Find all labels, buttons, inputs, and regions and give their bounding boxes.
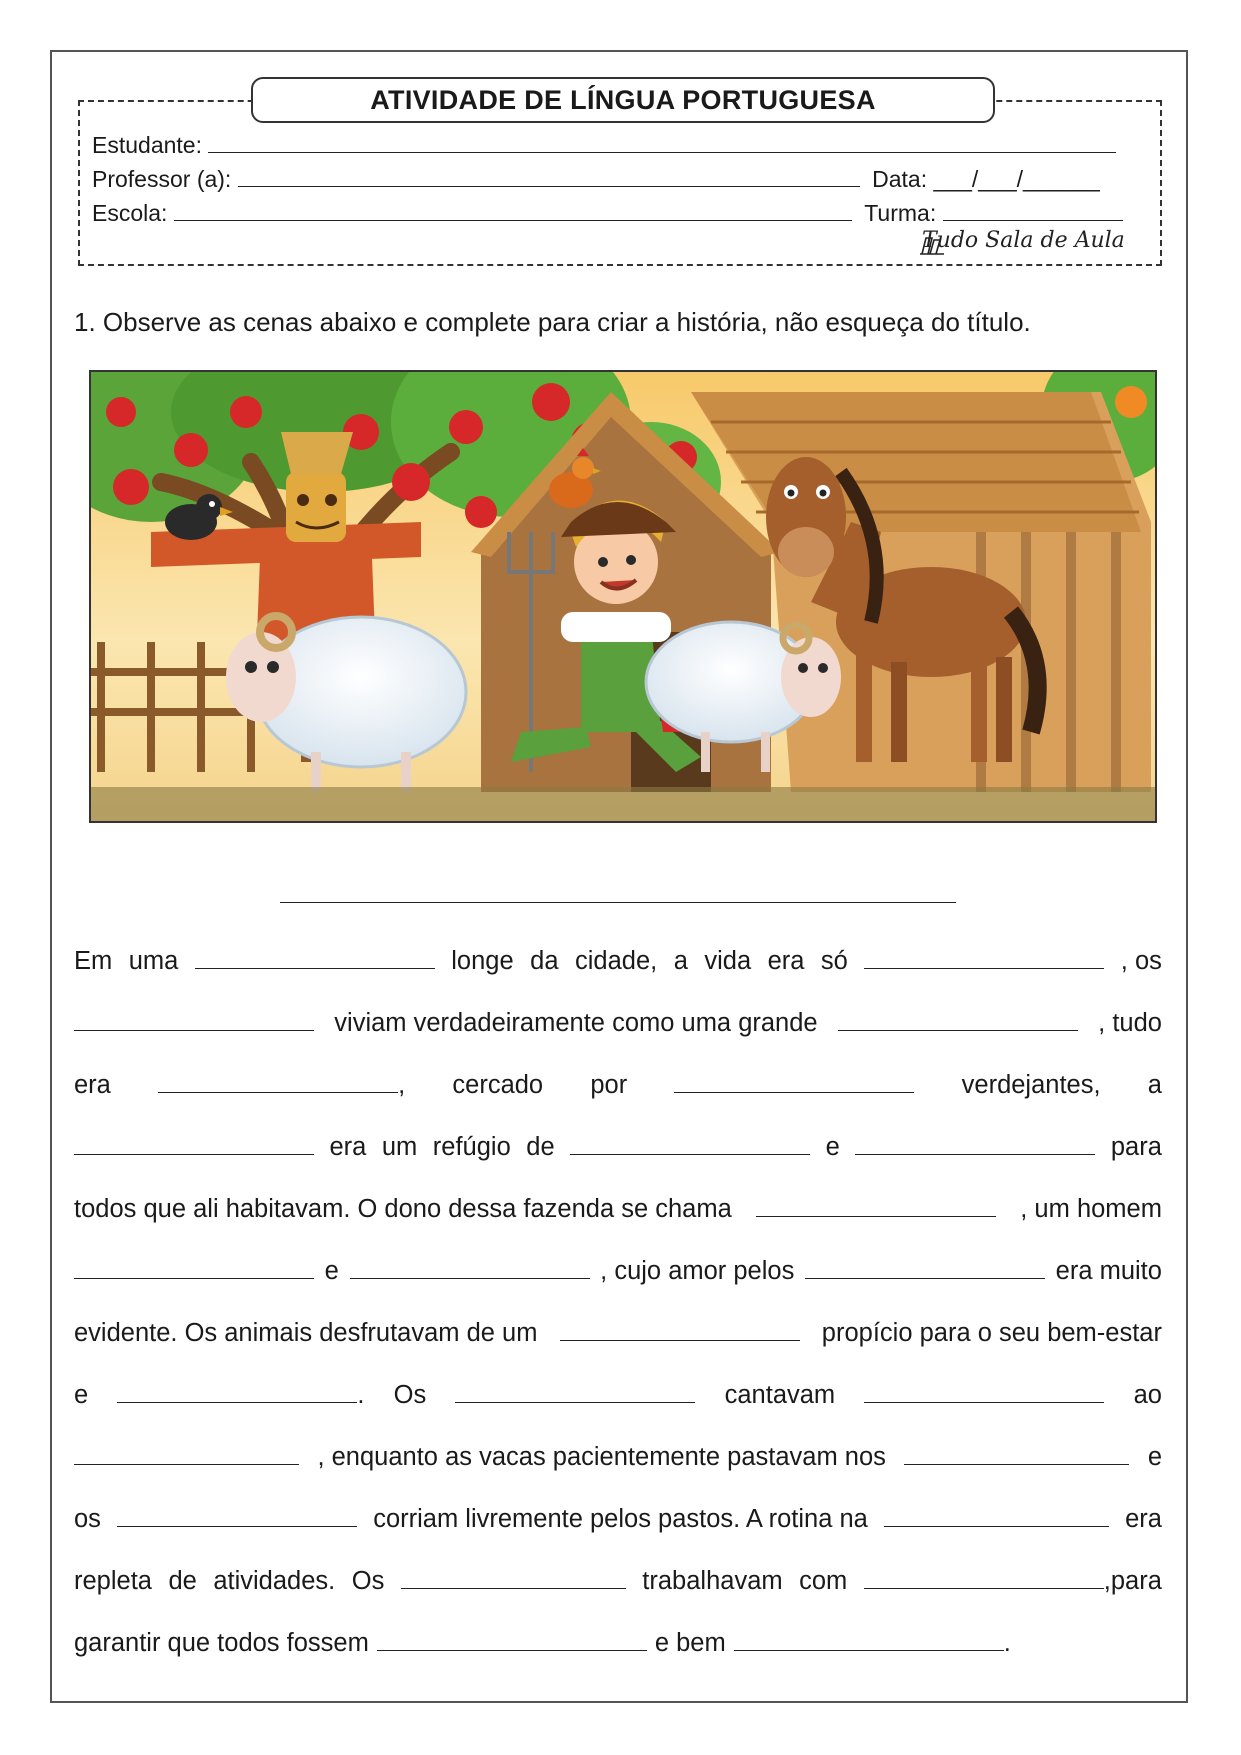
- story-line-4: era um refúgio de e para: [74, 1133, 1162, 1173]
- student-label: Estudante:: [92, 132, 202, 158]
- blank-input[interactable]: [117, 1506, 357, 1527]
- story-line-2: viviam verdadeiramente como uma grande , tudo: [74, 1009, 1162, 1049]
- blank-input[interactable]: [401, 1568, 626, 1589]
- story-line-9: , enquanto as vacas pacientemente pastavam nos e: [74, 1443, 1162, 1483]
- teacher-label: Professor (a):: [92, 166, 232, 192]
- class-label: Turma:: [864, 200, 937, 226]
- story-line-6: e , cujo amor pelos era muito: [74, 1257, 1162, 1297]
- student-input[interactable]: [208, 130, 1116, 153]
- story-line-3: era , cercado por verdejantes, a: [74, 1071, 1162, 1099]
- school-label: Escola:: [92, 200, 168, 226]
- blank-input[interactable]: [805, 1258, 1045, 1279]
- story-line-7: evidente. Os animais desfrutavam de um propício para o seu bem-estar: [74, 1319, 1162, 1347]
- blank-input[interactable]: [864, 1568, 1104, 1589]
- story-line-11: repleta de atividades. Os trabalhavam com ,para: [74, 1567, 1162, 1595]
- blank-input[interactable]: [674, 1072, 914, 1093]
- brand-logo: Tudo Sala de Aula: [922, 228, 1125, 253]
- story-title-input[interactable]: [280, 902, 956, 903]
- story-line-1: Em uma longe da cidade, a vida era só , os: [74, 947, 1162, 975]
- blank-input[interactable]: [74, 1010, 314, 1031]
- blank-input[interactable]: [904, 1444, 1129, 1465]
- blank-input[interactable]: [117, 1382, 357, 1403]
- teacher-input[interactable]: [238, 164, 860, 187]
- teacher-row: [92, 164, 1100, 193]
- blank-input[interactable]: [560, 1320, 800, 1341]
- school-row: [92, 198, 1123, 227]
- blank-input[interactable]: [864, 948, 1104, 969]
- blank-input[interactable]: [570, 1134, 810, 1155]
- story-line-12: garantir que todos fossem e bem .: [74, 1629, 1011, 1657]
- blank-input[interactable]: [158, 1072, 398, 1093]
- farm-scene: [89, 370, 1157, 823]
- class-input[interactable]: [943, 198, 1123, 221]
- school-input[interactable]: [174, 198, 852, 221]
- blank-input[interactable]: [195, 948, 435, 969]
- question-text: 1. Observe as cenas abaixo e complete para criar a história, não esqueça do título.: [74, 307, 1031, 337]
- blank-input[interactable]: [350, 1258, 590, 1279]
- blank-input[interactable]: [838, 1010, 1078, 1031]
- story-line-5: todos que ali habitavam. O dono dessa fazenda se chama , um homem: [74, 1195, 1162, 1223]
- date-input[interactable]: ___/___/______: [933, 166, 1100, 192]
- blank-input[interactable]: [74, 1258, 314, 1279]
- date-label: Data:: [872, 166, 928, 192]
- blank-input[interactable]: [455, 1382, 695, 1403]
- farm-illustration: [91, 372, 1155, 821]
- worksheet-title: ATIVIDADE DE LÍNGUA PORTUGUESA: [251, 77, 995, 123]
- blank-input[interactable]: [377, 1630, 647, 1651]
- blank-input[interactable]: [74, 1444, 299, 1465]
- student-row: [92, 130, 1116, 159]
- story-line-10: os corriam livremente pelos pastos. A rotina na era: [74, 1505, 1162, 1533]
- story-line-8: e . Os cantavam ao: [74, 1381, 1162, 1409]
- blank-input[interactable]: [855, 1134, 1095, 1155]
- blank-input[interactable]: [74, 1134, 314, 1155]
- blank-input[interactable]: [884, 1506, 1109, 1527]
- blank-input[interactable]: [756, 1196, 996, 1217]
- blank-input[interactable]: [734, 1630, 1004, 1651]
- blank-input[interactable]: [864, 1382, 1104, 1403]
